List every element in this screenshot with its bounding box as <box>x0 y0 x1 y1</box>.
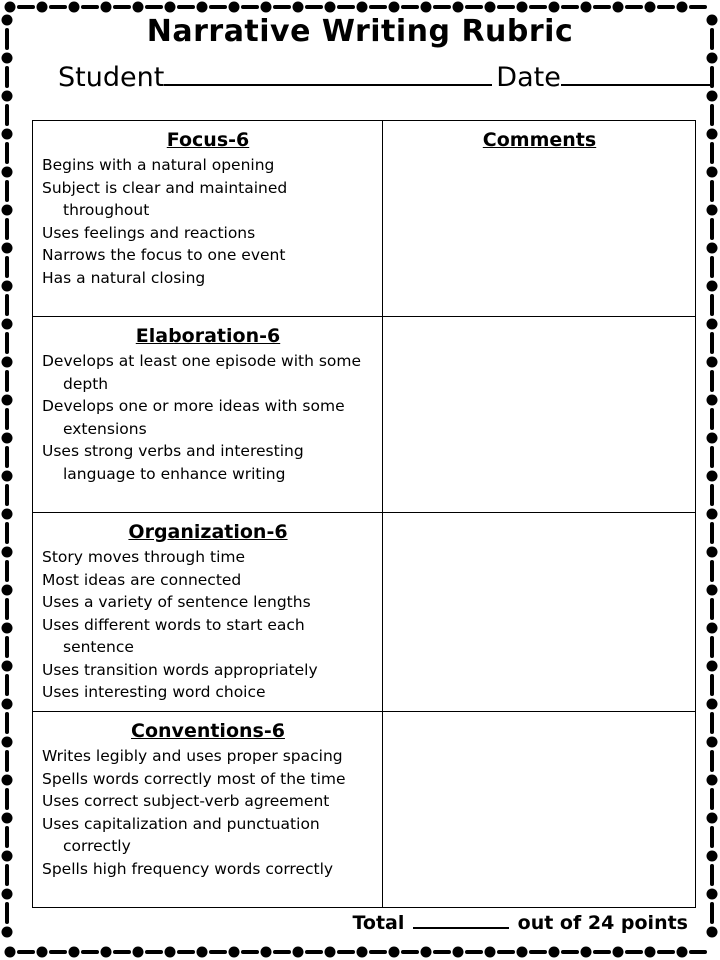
border-dot <box>707 205 718 216</box>
border-dot <box>707 167 718 178</box>
out-of-label: out of 24 points <box>517 912 688 934</box>
border-dot <box>421 2 432 13</box>
rubric-table <box>32 120 696 908</box>
border-dot <box>707 623 718 634</box>
border-dot <box>517 947 528 958</box>
border-dot <box>261 2 272 13</box>
list-item: Has a natural closing <box>42 268 206 287</box>
date-label: Date <box>496 62 561 93</box>
border-dot <box>2 357 13 368</box>
border-dot <box>677 947 688 958</box>
border-dot <box>707 509 718 520</box>
border-dot <box>677 2 688 13</box>
border-right <box>707 15 718 938</box>
border-dot <box>707 547 718 558</box>
total-score-blank[interactable] <box>413 911 509 929</box>
border-dot <box>2 243 13 254</box>
border-dot <box>69 2 80 13</box>
border-bottom <box>5 947 706 958</box>
list-item: Uses interesting word choice <box>42 683 266 701</box>
list-item: Begins with a natural opening <box>42 156 275 174</box>
list-item: Uses a variety of sentence lengths <box>42 593 311 611</box>
border-dot <box>325 947 336 958</box>
border-dot <box>453 947 464 958</box>
comments-cell-elaboration[interactable] <box>383 317 696 513</box>
border-dot <box>5 2 16 13</box>
border-dot <box>2 699 13 710</box>
border-dot <box>707 737 718 748</box>
section-title-conventions: Conventions-6 <box>131 720 285 742</box>
border-dot <box>2 737 13 748</box>
border-dot <box>2 433 13 444</box>
list-item: Uses strong verbs and interesting language to enhance writing <box>42 442 304 483</box>
border-dot <box>707 927 718 938</box>
border-dot <box>357 947 368 958</box>
border-dot <box>165 2 176 13</box>
rubric-row <box>33 121 696 317</box>
border-dot <box>2 775 13 786</box>
date-blank[interactable] <box>561 58 711 86</box>
border-dot <box>645 947 656 958</box>
border-dot <box>325 2 336 13</box>
page-title: Narrative Writing Rubric <box>146 14 574 49</box>
criteria-cell-conventions <box>33 712 383 908</box>
border-dot <box>5 947 16 958</box>
border-top <box>5 2 706 13</box>
border-dot <box>2 585 13 596</box>
criteria-cell-organization <box>33 513 383 712</box>
rubric-row <box>33 712 696 908</box>
border-dot <box>421 947 432 958</box>
border-dot <box>707 395 718 406</box>
border-dot <box>229 2 240 13</box>
border-dot <box>2 927 13 938</box>
border-dot <box>197 947 208 958</box>
list-item: Most ideas are connected <box>42 570 242 589</box>
border-dot <box>2 547 13 558</box>
border-dot <box>293 2 304 13</box>
border-dot <box>37 2 48 13</box>
border-dot <box>2 623 13 634</box>
border-dot <box>707 319 718 330</box>
border-dot <box>357 2 368 13</box>
border-dot <box>197 2 208 13</box>
list-item: Uses feelings and reactions <box>42 223 256 242</box>
border-dot <box>69 947 80 958</box>
border-dot <box>485 2 496 13</box>
border-dot <box>2 129 13 140</box>
comments-cell-focus[interactable] <box>383 121 696 317</box>
border-dot <box>485 947 496 958</box>
border-dot <box>707 243 718 254</box>
border-dot <box>707 471 718 482</box>
list-item: Spells high frequency words correctly <box>42 859 334 878</box>
section-title-organization: Organization-6 <box>128 521 288 543</box>
rubric-row <box>33 513 696 712</box>
total-label: Total <box>352 912 405 934</box>
border-dot <box>581 2 592 13</box>
border-dot <box>165 947 176 958</box>
border-dot <box>707 129 718 140</box>
list-item: Uses capitalization and punctuation correctly <box>42 814 320 855</box>
border-dot <box>613 947 624 958</box>
border-dot <box>645 2 656 13</box>
border-dot <box>2 661 13 672</box>
border-dot <box>707 889 718 900</box>
list-item: Develops one or more ideas with some extensions <box>42 397 345 438</box>
list-item: Spells words correctly most of the time <box>42 769 346 788</box>
border-dot <box>389 947 400 958</box>
border-dot <box>707 585 718 596</box>
student-date-line <box>58 58 711 93</box>
criteria-cell-focus <box>33 121 383 317</box>
border-dot <box>101 947 112 958</box>
border-dot <box>2 91 13 102</box>
border-dot <box>229 947 240 958</box>
student-label: Student <box>58 62 165 93</box>
border-dot <box>613 2 624 13</box>
border-dot <box>2 509 13 520</box>
border-dot <box>2 851 13 862</box>
border-dot <box>2 319 13 330</box>
border-dot <box>2 205 13 216</box>
border-dot <box>549 947 560 958</box>
border-dot <box>2 471 13 482</box>
comments-cell-conventions[interactable] <box>383 712 696 908</box>
border-dot <box>2 53 13 64</box>
border-dot <box>707 775 718 786</box>
criteria-list-organization <box>42 546 374 704</box>
border-dot <box>2 395 13 406</box>
border-dot <box>707 281 718 292</box>
border-dot <box>2 889 13 900</box>
list-item: Writes legibly and uses proper spacing <box>42 747 343 765</box>
border-dot <box>453 2 464 13</box>
list-item: Subject is clear and maintained throughout <box>42 178 288 219</box>
criteria-list-elaboration <box>42 350 374 485</box>
list-item: Story moves through time <box>42 548 246 566</box>
border-dot <box>581 947 592 958</box>
criteria-list-conventions <box>42 745 374 880</box>
criteria-cell-elaboration <box>33 317 383 513</box>
border-dot <box>517 2 528 13</box>
total-line <box>352 911 688 934</box>
border-dot <box>37 947 48 958</box>
border-dot <box>707 813 718 824</box>
border-dot <box>389 2 400 13</box>
border-dot <box>707 699 718 710</box>
border-dot <box>707 433 718 444</box>
border-dot <box>707 851 718 862</box>
border-dot <box>707 661 718 672</box>
list-item: Uses different words to start each sentence <box>42 615 305 656</box>
border-dot <box>101 2 112 13</box>
comments-cell-organization[interactable] <box>383 513 696 712</box>
list-item: Uses correct subject-verb agreement <box>42 792 330 810</box>
border-dot <box>133 947 144 958</box>
border-dot <box>2 281 13 292</box>
border-dot <box>549 2 560 13</box>
border-left <box>2 15 13 938</box>
section-title-focus: Focus-6 <box>166 129 250 151</box>
border-dot <box>293 947 304 958</box>
comments-header: Comments <box>482 129 597 151</box>
border-dot <box>133 2 144 13</box>
student-name-blank[interactable] <box>164 58 492 86</box>
border-dot <box>261 947 272 958</box>
list-item: Narrows the focus to one event <box>42 246 286 264</box>
border-dot <box>2 813 13 824</box>
border-dot <box>707 357 718 368</box>
rubric-row <box>33 317 696 513</box>
border-dot <box>2 167 13 178</box>
list-item: Uses transition words appropriately <box>42 660 318 679</box>
criteria-list-focus <box>42 154 374 289</box>
section-title-elaboration: Elaboration-6 <box>135 325 281 347</box>
list-item: Develops at least one episode with some depth <box>42 352 362 393</box>
